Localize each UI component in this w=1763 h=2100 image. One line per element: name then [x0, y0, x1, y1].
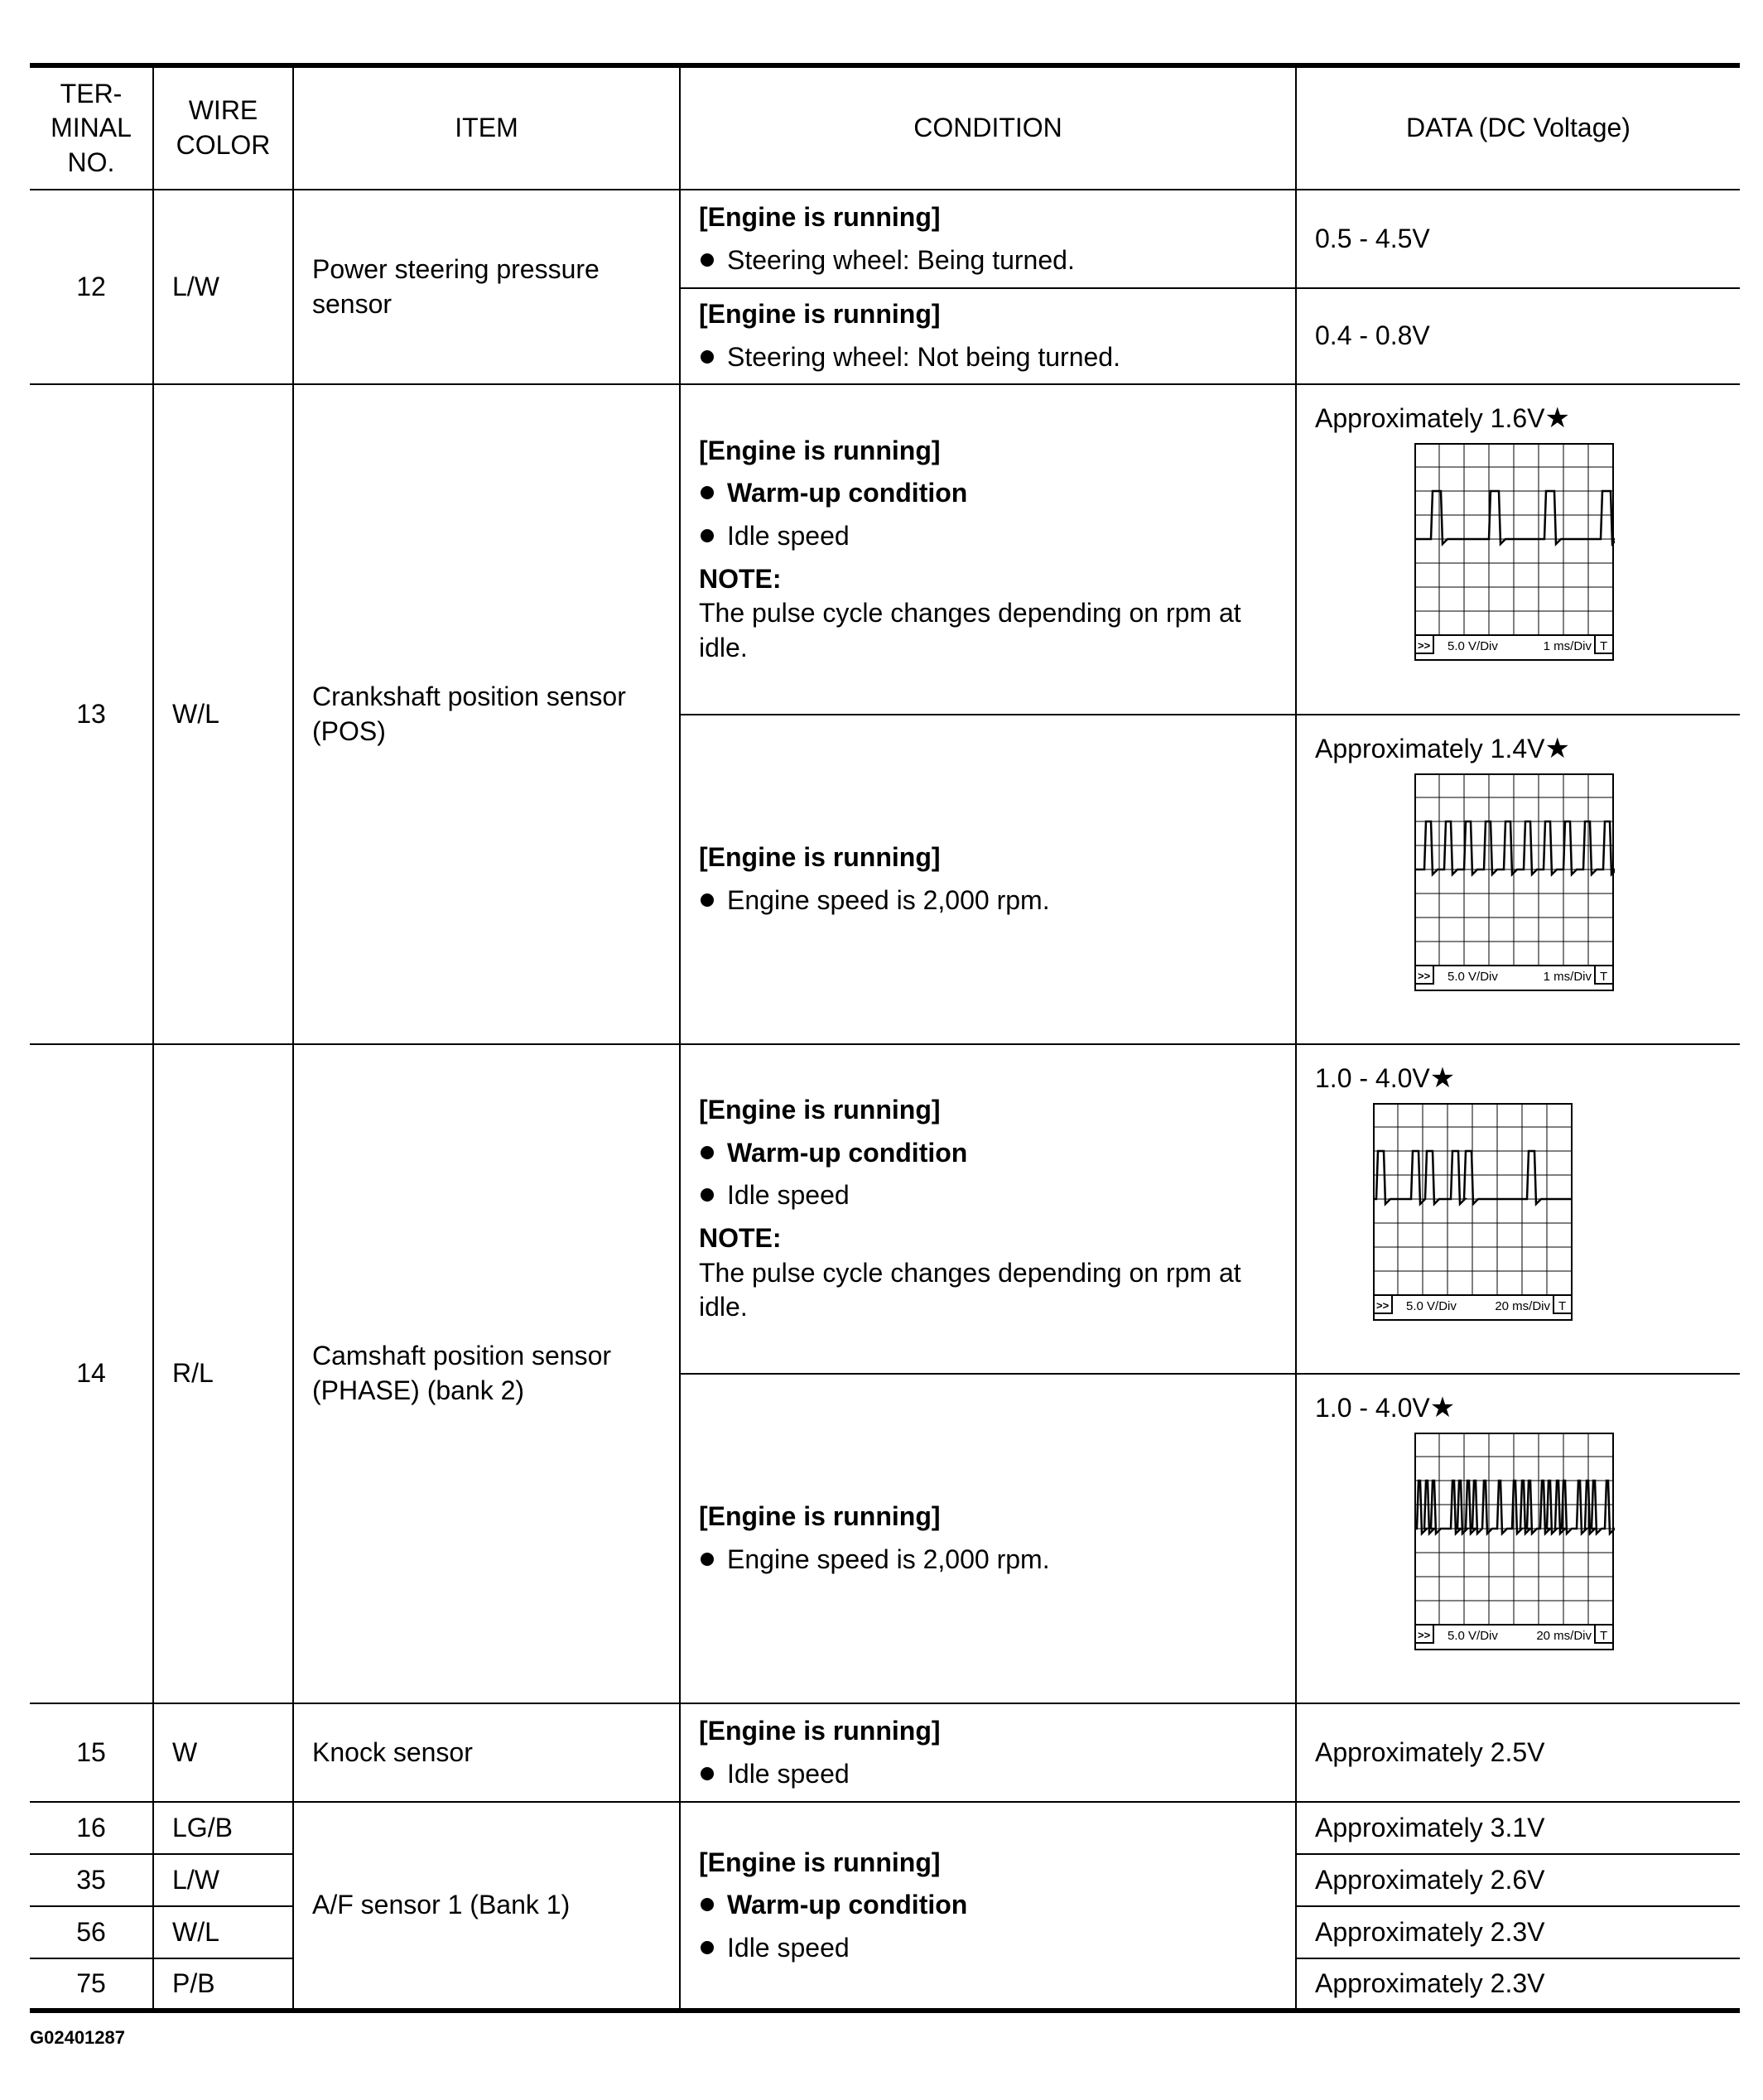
data-value: Approximately 2.3V: [1296, 1906, 1740, 1958]
condition: [680, 384, 1296, 715]
data-value: 0.4 - 0.8V: [1296, 288, 1740, 384]
data-value: Approximately 3.1V: [1296, 1802, 1740, 1854]
wire-color: W/L: [153, 1906, 293, 1958]
wire-color: R/L: [153, 1044, 293, 1703]
header-data: DATA (DC Voltage): [1296, 65, 1740, 190]
volt-div-label: 5.0 V/Div: [1447, 639, 1498, 654]
trigger-icon: T: [1600, 639, 1608, 654]
item: Power steering pressure sensor: [293, 190, 680, 384]
condition: [680, 1802, 1296, 2011]
condition-bullet: Warm-up condition: [699, 476, 1277, 511]
condition-head: [Engine is running]: [699, 1095, 941, 1125]
condition-bullet: Idle speed: [699, 1931, 1277, 1966]
condition-head: [Engine is running]: [699, 842, 941, 873]
trigger-icon: T: [1600, 970, 1608, 985]
data-cell: [1296, 384, 1740, 715]
volt-div-label: 5.0 V/Div: [1447, 970, 1498, 985]
star-icon: ★: [1429, 1062, 1456, 1094]
condition: [680, 288, 1296, 384]
item: Camshaft position sensor (PHASE) (bank 2): [293, 1044, 680, 1703]
oscilloscope-waveform: [1414, 443, 1615, 663]
data-value: 1.0 - 4.0V: [1315, 1063, 1430, 1093]
header-terminal: TER- MINAL NO.: [30, 65, 153, 190]
terminal-no: 13: [30, 384, 153, 1044]
condition: [680, 190, 1296, 288]
table-row: [30, 384, 1740, 715]
arrow-icon: >>: [1418, 639, 1431, 653]
condition-bullet: Engine speed is 2,000 rpm.: [699, 884, 1277, 918]
note-text: The pulse cycle changes depending on rpm at idle.: [699, 598, 1241, 662]
condition-bullet: Idle speed: [699, 1757, 1277, 1792]
item: A/F sensor 1 (Bank 1): [293, 1802, 680, 2011]
wire-color: L/W: [153, 190, 293, 384]
condition-bullet: Warm-up condition: [699, 1888, 1277, 1923]
header-item: ITEM: [293, 65, 680, 190]
terminal-no: 12: [30, 190, 153, 384]
terminal-no: 14: [30, 1044, 153, 1703]
header-row: [30, 65, 1740, 190]
volt-div-label: 5.0 V/Div: [1406, 1299, 1457, 1314]
table-row: [30, 190, 1740, 288]
time-div-label: 20 ms/Div: [1495, 1299, 1550, 1314]
table-row: [30, 1703, 1740, 1802]
time-div-label: 1 ms/Div: [1543, 970, 1592, 985]
wire-color: W/L: [153, 384, 293, 1044]
wire-color: LG/B: [153, 1802, 293, 1854]
header-wire-color: WIRE COLOR: [153, 65, 293, 190]
time-div-label: 1 ms/Div: [1543, 639, 1592, 654]
arrow-icon: >>: [1418, 970, 1431, 983]
condition: [680, 1374, 1296, 1703]
data-value: 1.0 - 4.0V: [1315, 1393, 1430, 1423]
condition-bullet: Steering wheel: Being turned.: [699, 243, 1277, 278]
star-icon: ★: [1544, 733, 1570, 764]
data-cell: [1296, 1374, 1740, 1703]
condition: [680, 1044, 1296, 1374]
star-icon: ★: [1544, 402, 1570, 434]
data-value: 0.5 - 4.5V: [1296, 190, 1740, 288]
data-cell: [1296, 715, 1740, 1044]
data-value: Approximately 2.6V: [1296, 1854, 1740, 1906]
condition-bullet: Warm-up condition: [699, 1136, 1277, 1171]
data-value: Approximately 2.5V: [1296, 1703, 1740, 1802]
table-row: [30, 1044, 1740, 1374]
terminal-no: 75: [30, 1958, 153, 2011]
condition: [680, 1703, 1296, 1802]
trigger-icon: T: [1558, 1299, 1567, 1314]
wire-color: L/W: [153, 1854, 293, 1906]
table-row: [30, 1802, 1740, 1854]
terminal-data-table: [30, 63, 1740, 2013]
condition-head: [Engine is running]: [699, 201, 941, 232]
condition: [680, 715, 1296, 1044]
item: Knock sensor: [293, 1703, 680, 1802]
star-icon: ★: [1429, 1392, 1456, 1423]
time-div-label: 20 ms/Div: [1536, 1629, 1592, 1644]
oscilloscope-waveform: [1414, 773, 1615, 994]
terminal-no: 35: [30, 1854, 153, 1906]
arrow-icon: >>: [1376, 1299, 1390, 1312]
terminal-no: 16: [30, 1802, 153, 1854]
data-value: Approximately 2.3V: [1296, 1958, 1740, 2011]
condition-head: [Engine is running]: [699, 1501, 941, 1532]
oscilloscope-waveform: [1414, 1433, 1615, 1653]
wire-color: P/B: [153, 1958, 293, 2011]
data-value: Approximately 1.6V: [1315, 403, 1545, 433]
data-cell: [1296, 1044, 1740, 1374]
oscilloscope-waveform: [1373, 1103, 1573, 1323]
note-label: NOTE:: [699, 1223, 782, 1253]
volt-div-label: 5.0 V/Div: [1447, 1629, 1498, 1644]
item: Crankshaft position sensor (POS): [293, 384, 680, 1044]
data-value: Approximately 1.4V: [1315, 734, 1545, 763]
condition-bullet: Idle speed: [699, 519, 1277, 554]
condition-head: [Engine is running]: [699, 1847, 941, 1877]
arrow-icon: >>: [1418, 1629, 1431, 1642]
condition-head: [Engine is running]: [699, 299, 941, 330]
note-label: NOTE:: [699, 563, 782, 594]
header-condition: CONDITION: [680, 65, 1296, 190]
figure-id: G02401287: [30, 2027, 125, 2048]
condition-head: [Engine is running]: [699, 1715, 941, 1746]
condition-bullet: Engine speed is 2,000 rpm.: [699, 1543, 1277, 1577]
note-text: The pulse cycle changes depending on rpm at idle.: [699, 1257, 1241, 1322]
trigger-icon: T: [1600, 1629, 1608, 1644]
terminal-no: 56: [30, 1906, 153, 1958]
wire-color: W: [153, 1703, 293, 1802]
condition-bullet: Idle speed: [699, 1178, 1277, 1213]
terminal-no: 15: [30, 1703, 153, 1802]
condition-bullet: Steering wheel: Not being turned.: [699, 340, 1277, 375]
condition-head: [Engine is running]: [699, 435, 941, 465]
